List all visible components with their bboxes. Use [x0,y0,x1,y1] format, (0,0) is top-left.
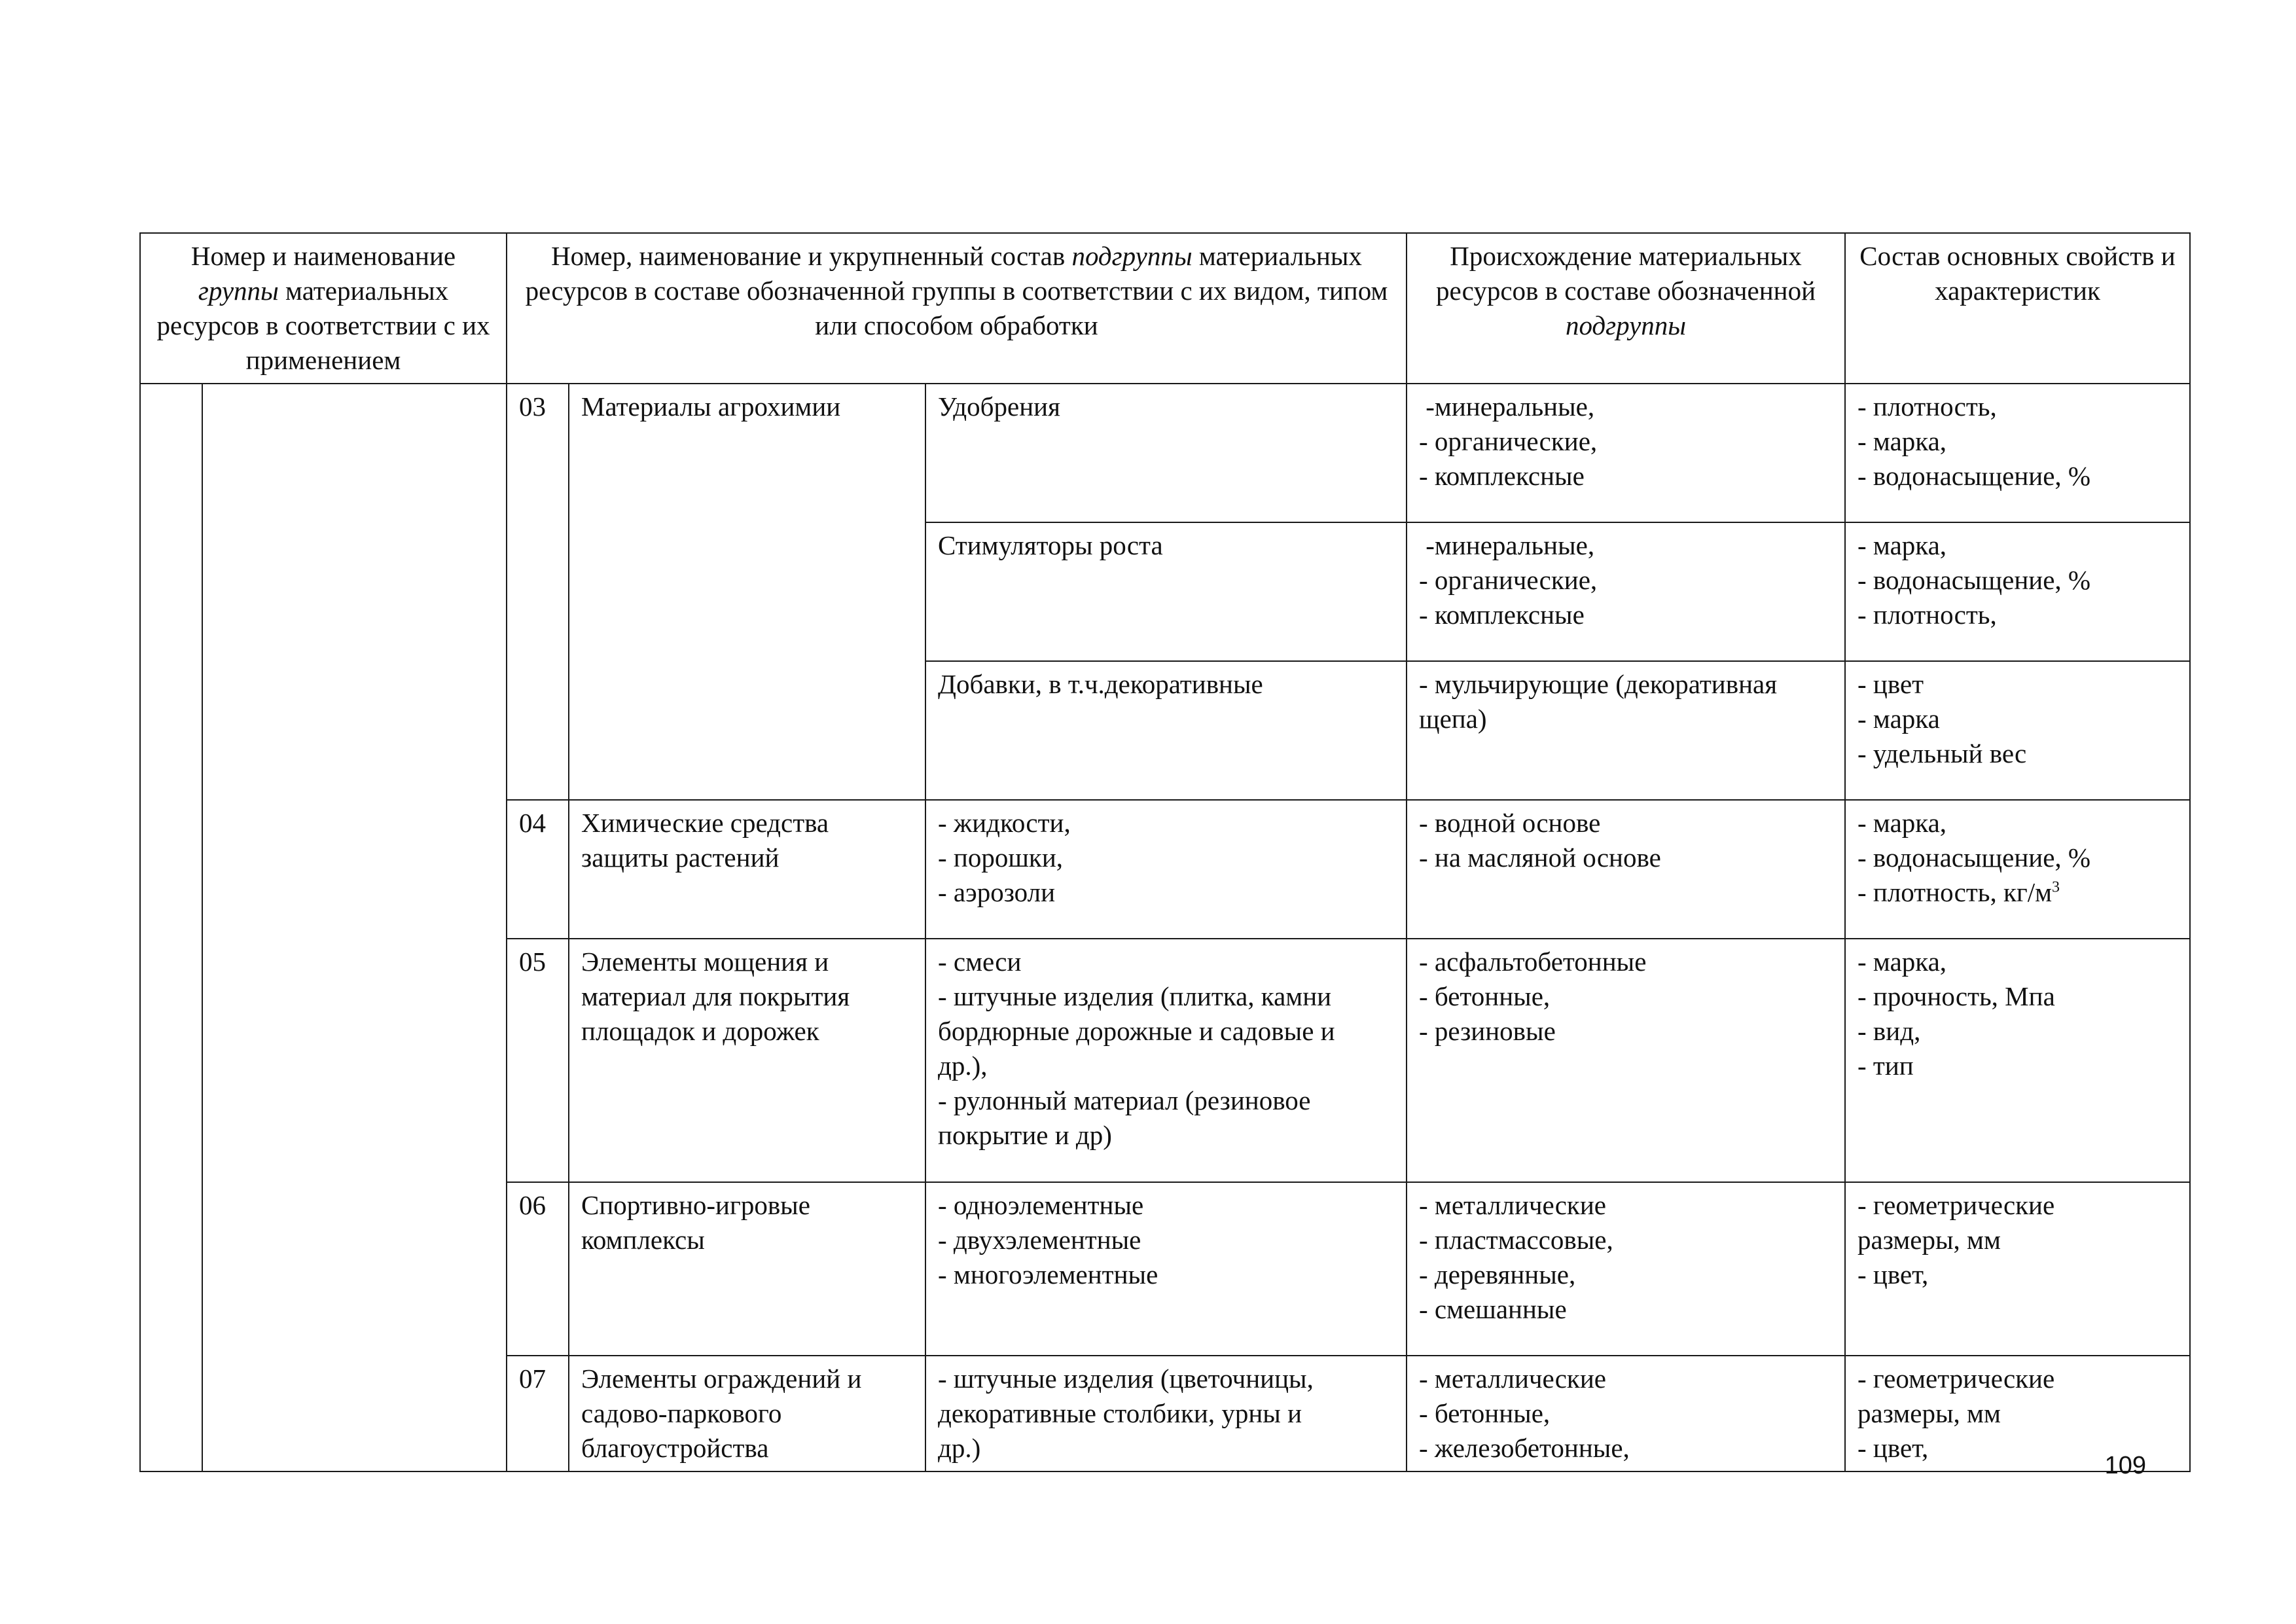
property-line: - марка, [1857,947,1947,977]
composition-line: - смеси [938,947,1022,977]
table-row [140,384,2190,522]
composition-line: - жидкости, [938,808,1071,838]
composition-cell [925,800,1407,939]
origin-cell [1407,1356,1845,1471]
origin-line: - железобетонные, [1419,1433,1630,1463]
property-line: - водонасыщение, % [1857,461,2091,491]
origin-cell [1407,1182,1845,1356]
subgroup-name-text: Химические средства защиты растений [581,808,829,873]
subgroup-name [569,1182,925,1356]
composition-line: бордюрные дорожные и садовые и [938,1016,1335,1046]
property-line: - тип [1857,1051,1914,1081]
properties-cell [1845,1182,2190,1356]
property-line: - цвет [1857,669,1924,699]
property-line: - вид, [1857,1016,1921,1046]
composition-line: - аэрозоли [938,877,1056,907]
property-line: - цвет, [1857,1433,1929,1463]
property-line: - марка, [1857,808,1947,838]
origin-cell [1407,661,1845,800]
composition-line: - одноэлементные [938,1190,1144,1220]
composition-cell [925,939,1407,1182]
header-origin-italic: подгруппы [1565,310,1687,340]
property-line: - плотность, [1857,391,1997,422]
property-line: - прочность, Мпа [1857,981,2055,1011]
origin-line: - органические, [1419,565,1598,595]
origin-line: - комплексные [1419,461,1585,491]
group-number-cell [140,384,202,1471]
origin-line: - на масляной основе [1419,842,1661,873]
property-line: - марка, [1857,426,1947,456]
header-group-italic: группы [198,276,279,306]
composition-line: - двухэлементные [938,1225,1141,1255]
subgroup-name [569,1356,925,1471]
header-subgroup-italic: подгруппы [1071,241,1193,271]
origin-line: - мульчирующие (декоративная [1419,669,1778,699]
property-line: размеры, мм [1857,1225,2001,1255]
origin-cell [1407,939,1845,1182]
origin-line: - бетонные, [1419,981,1551,1011]
header-origin [1407,233,1845,384]
subgroup-name-text: Материалы агрохимии [581,391,841,422]
composition-cell [925,1182,1407,1356]
property-line: - марка, [1857,530,1947,560]
header-group-text-2: материальных ресурсов в соответствии с их применением [156,276,490,375]
composition-cell [925,522,1407,661]
composition-line: - рулонный материал (резиновое [938,1085,1311,1115]
composition-line: - порошки, [938,842,1064,873]
subgroup-name [569,800,925,939]
origin-line: - смешанные [1419,1294,1567,1324]
property-line: - водонасыщение, % [1857,565,2091,595]
header-subgroup-text: Номер, наименование и укрупненный состав [551,241,1066,271]
properties-cell [1845,800,2190,939]
property-line: - удельный вес [1857,738,2027,768]
subgroup-code: 03 [507,384,569,800]
property-line: - водонасыщение, % [1857,842,2091,873]
origin-line: - деревянные, [1419,1259,1576,1290]
property-line [1857,875,2178,910]
origin-line: -минеральные, [1419,530,1595,560]
properties-cell [1845,939,2190,1182]
origin-line: - водной основе [1419,808,1601,838]
header-group-text: Номер и наименование [190,241,456,271]
composition-line: Стимуляторы роста [938,530,1163,560]
composition-line: др.), [938,1051,988,1081]
origin-line: - органические, [1419,426,1598,456]
properties-cell [1845,384,2190,522]
property-line: - плотность, [1857,600,1997,630]
origin-line: - резиновые [1419,1016,1556,1046]
origin-line: - пластмассовые, [1419,1225,1613,1255]
subgroup-code: 07 [507,1356,569,1471]
composition-line: Добавки, в т.ч.декоративные [938,669,1263,699]
origin-line: - комплексные [1419,600,1585,630]
subgroup-code: 06 [507,1182,569,1356]
composition-line: Удобрения [938,391,1060,422]
subgroup-name-text: Спортивно-игровые комплексы [581,1190,810,1255]
property-line: - геометрические [1857,1363,2055,1394]
property-line: - геометрические [1857,1190,2055,1220]
origin-line: щепа) [1419,704,1487,734]
header-group [140,233,507,384]
composition-line: покрытие и др) [938,1120,1112,1150]
composition-cell [925,1356,1407,1471]
composition-line: др.) [938,1433,981,1463]
subgroup-name [569,939,925,1182]
property-line: - марка [1857,704,1940,734]
table-header-row [140,233,2190,384]
page-number: 109 [2104,1452,2146,1479]
subgroup-name-text: Элементы мощения и материал для покрытия площадок и дорожек [581,947,850,1046]
origin-cell [1407,800,1845,939]
composition-line: - штучные изделия (цветочницы, [938,1363,1314,1394]
subgroup-code: 04 [507,800,569,939]
group-name-cell [202,384,507,1471]
composition-line: - штучные изделия (плитка, камни [938,981,1332,1011]
header-subgroup [507,233,1407,384]
header-subgroup-text-2: материальных ресурсов в составе обозначенной группы в соответствии с их видом, типом или способом обработки [525,241,1388,340]
composition-cell [925,384,1407,522]
property-line-text: - плотность, кг/м [1857,877,2053,907]
superscript: 3 [2052,878,2060,896]
composition-cell [925,661,1407,800]
header-origin-text: Происхождение материальных ресурсов в составе обозначенной [1435,241,1816,306]
properties-cell [1845,661,2190,800]
origin-line: - бетонные, [1419,1398,1551,1428]
composition-line: декоративные столбики, урны и [938,1398,1302,1428]
origin-cell [1407,522,1845,661]
subgroup-code: 05 [507,939,569,1182]
origin-cell [1407,384,1845,522]
origin-line: - металлические [1419,1190,1606,1220]
subgroup-name [569,384,925,800]
origin-line: -минеральные, [1419,391,1595,422]
subgroup-name-text: Элементы ограждений и садово-паркового благоустройства [581,1363,862,1463]
origin-line: - металлические [1419,1363,1606,1394]
properties-cell [1845,522,2190,661]
origin-line: - асфальтобетонные [1419,947,1647,977]
property-line: размеры, мм [1857,1398,2001,1428]
composition-line: - многоэлементные [938,1259,1158,1290]
materials-table [139,232,2191,1472]
property-line: - цвет, [1857,1259,1929,1290]
header-properties: Состав основных свойств и характеристик [1845,233,2190,384]
